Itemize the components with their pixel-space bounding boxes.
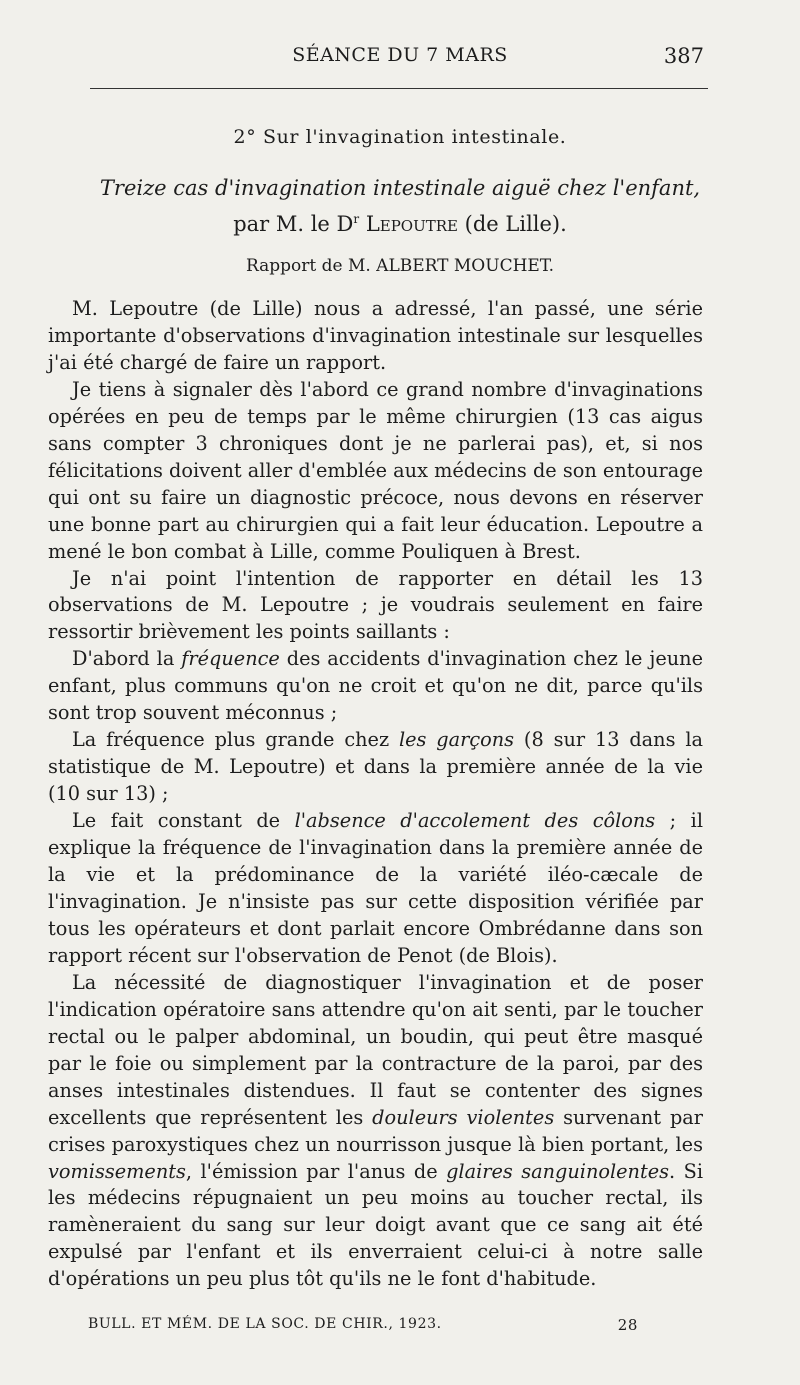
paragraph-5: La fréquence plus grande chez les garçons (8 sur 13 dans la statistique de M. Lepoutre) et dans la première année de la vie (10 sur 13) ; xyxy=(48,728,704,806)
article-title: Treize cas d'invagination intestinale aiguë chez l'enfant, xyxy=(99,176,701,200)
emphasis-accolement: l'absence d'accolement des côlons xyxy=(294,809,656,833)
paragraph-2: Je tiens à signaler dès l'abord ce grand nombre d'invaginations opérées en peu de temps par le même chirurgien (13 cas aigus sans compter 3 chroniques dont je ne parlerai pas), et, si nos félicitations doivent aller d'emblée aux médecins de son entourage qui ont su faire un diagnostic précoce, nous devons en réserver une bonne part au chirurgien qui a fait leur éducation. Lepoutre a mené le bon combat à Lille, comme Pouliquen à Brest. xyxy=(48,377,703,563)
running-header xyxy=(0,44,800,74)
article-author xyxy=(0,212,800,236)
paragraph-1: M. Lepoutre (de Lille) nous a adressé, l'an passé, une série importante d'observations d'invagination intestinale sur lesquelles j'ai été chargé de faire un rapport. xyxy=(48,297,703,374)
emphasis-vomissements: vomissements xyxy=(48,1159,186,1183)
emphasis-frequence: fréquence xyxy=(181,647,280,671)
page-number: 387 xyxy=(663,44,704,68)
emphasis-garcons: les garçons xyxy=(398,728,515,752)
header-rule xyxy=(90,88,708,89)
footer-citation: BULL. ET MÉM. DE LA SOC. DE CHIR., 1923. xyxy=(88,1316,442,1332)
section-title: 2° Sur l'invagination intestinale. xyxy=(233,126,567,148)
paragraph-7: La nécessité de diagnostiquer l'invagination et de poser l'indication opératoire sans attendre qu'on ait senti, par le toucher rectal ou le palper abdominal, un boudin, qui peut être masqué par le foie ou simplement par la contracture de la paroi, par des anses intestinales distendues. Il faut se contenter des signes excellents que représentent les douleurs violentes survenant par crises paroxystiques chez un nourrisson jusque là bien portant, les vomissements, l'émission par l'anus de glaires sanguinolentes. Si les médecins répugnaient un peu moins au toucher rectal, ils ramèneraient du sang sur leur doigt avant que ce sang ait été expulsé par l'enfant et ils enverraient celui-ci à notre salle d'opérations un peu plus tôt qu'ils ne le font d'habitude. xyxy=(48,970,703,1291)
author-prefix: par M. le D xyxy=(233,212,354,236)
author-suffix: (de Lille). xyxy=(458,212,567,236)
report-byline: Rapport de M. ALBERT MOUCHET. xyxy=(245,256,555,276)
author-name: Lepoutre xyxy=(365,212,458,236)
emphasis-glaires: glaires sanguinolentes xyxy=(446,1159,670,1183)
emphasis-douleurs: douleurs violentes xyxy=(372,1105,555,1129)
paragraph-3: Je n'ai point l'intention de rapporter en détail les 13 observations de M. Lepoutre ; je voudrais seulement en faire ressortir brièvement les points saillants : xyxy=(48,566,703,644)
footer-signature: 28 xyxy=(617,1316,638,1334)
article-body xyxy=(48,296,703,1293)
running-title: SÉANCE DU 7 MARS xyxy=(292,44,508,66)
paragraph-4: D'abord la fréquence des accidents d'invagination chez le jeune enfant, plus communs qu'on ne croit et qu'on ne dit, parce qu'ils sont trop souvent méconnus ; xyxy=(48,647,704,725)
paragraph-6: Le fait constant de l'absence d'accolement des côlons ; il explique la fréquence de l'invagination dans la première année de la vie et la prédominance de la variété iléo-cæcale de l'invagination. Je n'insiste pas sur cette disposition vérifiée par tous les opérateurs et dont parlait encore Ombrédanne dans son rapport récent sur l'observation de Penot (de Blois). xyxy=(48,809,703,967)
author-title-sup: r xyxy=(353,212,360,226)
